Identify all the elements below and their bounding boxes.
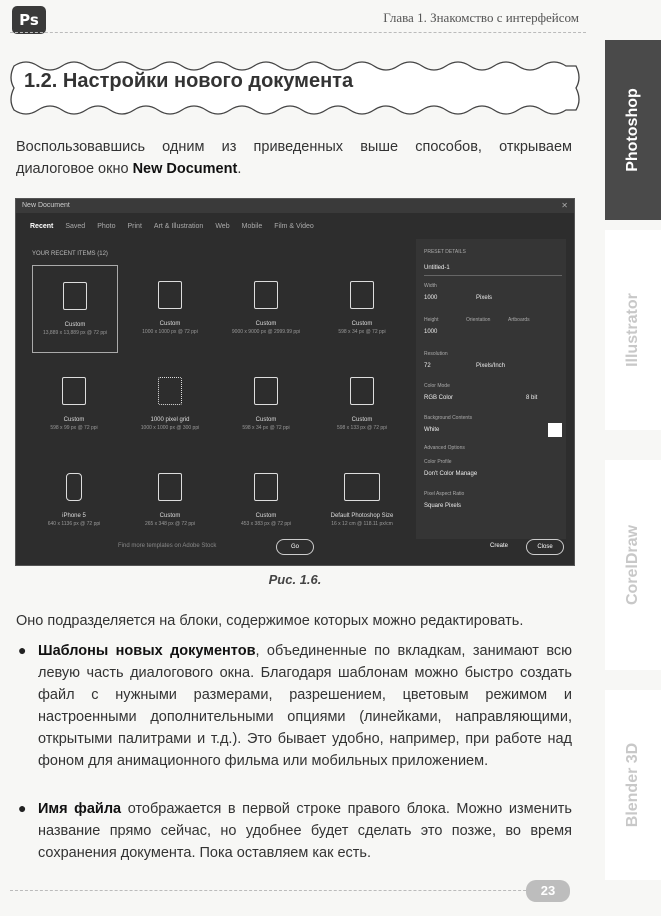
recent-item[interactable]: [32, 361, 116, 447]
item-name: Default Photoshop Size: [330, 513, 394, 519]
item-name: 1000 pixel grid: [150, 417, 190, 423]
item-name: Custom: [351, 321, 373, 327]
bullet-text: , объединенные по вкладкам, занимают всю левую часть диалогового окна. Благодаря шаблонам можно быстро создать файл с нужными размерами, разрешением, цветовым режимом и настроенными дополнительными опциями (линейками, направляющими, открытыми палитрами и т.д.). Это бывает удобно, например, при работе над фоном для анимационного фильма или мобильных приложением.: [38, 643, 572, 769]
document-icon: [158, 473, 182, 501]
tab-mobile[interactable]: Mobile: [241, 223, 263, 230]
width-input[interactable]: 1000: [424, 295, 438, 301]
recent-item[interactable]: [320, 361, 404, 447]
intro-text: Воспользовавшись одним из приведенных выше способов, открываем диалоговое окно: [16, 139, 572, 177]
intro-bold-term: New Document: [132, 161, 238, 177]
color-mode-select[interactable]: RGB Color: [424, 395, 454, 401]
document-icon: [350, 281, 374, 309]
resolution-unit-select[interactable]: Pixels/Inch: [476, 363, 506, 369]
tab-film-video[interactable]: Film & Video: [274, 223, 314, 230]
item-name: Custom: [64, 322, 86, 328]
tab-label: Illustrator: [624, 293, 641, 367]
item-name: iPhone 5: [62, 513, 86, 519]
orientation-label: Orientation: [466, 317, 491, 323]
item-name: Custom: [159, 513, 181, 519]
photoshop-logo: Ps: [12, 6, 46, 34]
resolution-label: Resolution: [424, 351, 448, 357]
background-color-swatch[interactable]: [548, 423, 562, 437]
width-label: Width: [424, 283, 437, 289]
page-number: 23: [526, 880, 570, 902]
go-button[interactable]: Go: [276, 539, 314, 555]
tab-blender[interactable]: [605, 690, 661, 880]
pixel-ratio-select[interactable]: Square Pixels: [424, 503, 462, 509]
recent-item[interactable]: [224, 265, 308, 351]
image-icon: [344, 473, 380, 501]
recent-item[interactable]: [128, 457, 212, 543]
item-meta: 598 x 133 px @ 72 ppi: [336, 425, 388, 431]
new-document-dialog-figure: [15, 198, 575, 566]
color-profile-label: Color Profile: [424, 459, 452, 465]
item-meta: 598 x 34 px @ 72 ppi: [242, 425, 290, 431]
resolution-input[interactable]: 72: [424, 363, 431, 369]
width-unit-select[interactable]: Pixels: [476, 295, 493, 301]
item-meta: 9000 x 9000 px @ 2999.99 ppi: [231, 329, 301, 335]
tab-illustrator[interactable]: [605, 230, 661, 430]
item-meta: 453 x 383 px @ 72 ppi: [240, 521, 292, 527]
footer-divider: [10, 890, 541, 891]
grid-icon: [158, 377, 182, 405]
chapter-title: Глава 1. Знакомство с интерфейсом: [383, 10, 579, 25]
name-underline: [424, 275, 562, 276]
item-meta: 1000 x 1000 px @ 72 ppi: [142, 329, 198, 335]
document-icon: [63, 282, 87, 310]
section-title: 1.2. Настройки нового документа: [24, 70, 354, 92]
paragraph-blocks: Оно подразделяется на блоки, содержимое которых можно редактировать.: [16, 613, 524, 629]
tab-label: CorelDraw: [624, 524, 641, 606]
item-meta: 640 x 1136 px @ 72 ppi: [47, 521, 101, 527]
recent-item[interactable]: [224, 361, 308, 447]
tab-saved[interactable]: Saved: [65, 223, 86, 230]
item-meta: 598 x 34 px @ 72 ppi: [338, 329, 386, 335]
bullet-dot: ●: [18, 800, 27, 816]
tab-photo[interactable]: Photo: [97, 223, 116, 230]
bullet-filename: [38, 798, 572, 864]
figure-caption: Рис. 1.6.: [268, 572, 322, 587]
item-name: Custom: [159, 321, 181, 327]
bullet-text: отображается в первой строке правого блока. Можно изменить название прямо сейчас, но удобнее будет сделать это позже, во время сохранения документа. Пока оставляем как есть.: [38, 801, 572, 861]
close-icon[interactable]: ✕: [561, 201, 568, 210]
recent-item[interactable]: [320, 457, 404, 543]
height-label: Height: [424, 317, 439, 323]
tab-coreldraw[interactable]: [605, 460, 661, 670]
document-icon: [254, 377, 278, 405]
tab-label: Photoshop: [624, 88, 641, 172]
document-icon: [254, 281, 278, 309]
document-icon: [62, 377, 86, 405]
height-input[interactable]: 1000: [424, 329, 438, 335]
header-divider: [10, 32, 586, 33]
stock-search-input[interactable]: Find more templates on Adobe Stock: [118, 543, 217, 549]
document-icon: [254, 473, 278, 501]
close-button[interactable]: Close: [526, 539, 564, 555]
bit-depth-select[interactable]: 8 bit: [526, 395, 538, 401]
item-meta: 265 x 348 px @ 72 ppi: [144, 521, 196, 527]
recent-items-label: YOUR RECENT ITEMS (12): [32, 251, 108, 257]
create-button[interactable]: Create: [489, 543, 508, 549]
item-meta: 1000 x 1000 px @ 300 ppi: [140, 425, 200, 431]
color-profile-select[interactable]: Don't Color Manage: [424, 471, 478, 477]
section-title-box: [6, 56, 584, 120]
dialog-titlebar: New Document: [16, 199, 574, 213]
document-icon: [350, 377, 374, 405]
background-select[interactable]: White: [424, 427, 440, 433]
advanced-options-toggle[interactable]: Advanced Options: [424, 445, 465, 451]
bullet-dot: ●: [18, 642, 27, 658]
document-icon: [158, 281, 182, 309]
item-name: Custom: [63, 417, 85, 423]
bullet-term: Шаблоны новых документов: [38, 643, 256, 659]
color-mode-label: Color Mode: [424, 383, 450, 389]
side-tabs: [601, 40, 661, 880]
item-name: Custom: [255, 513, 277, 519]
item-meta: 16 x 12 cm @ 118.11 px/cm: [331, 521, 393, 527]
recent-item[interactable]: [128, 361, 212, 447]
preset-details-panel: [416, 239, 566, 539]
recent-item[interactable]: [32, 265, 118, 353]
intro-text-end: .: [237, 161, 242, 177]
item-meta: 13,889 x 13,889 px @ 72 ppi: [42, 330, 107, 336]
intro-paragraph: [16, 136, 572, 180]
document-name-field[interactable]: Untitled-1: [424, 265, 450, 271]
artboards-label: Artboards: [508, 317, 530, 323]
item-name: Custom: [255, 417, 277, 423]
tab-art-illustration[interactable]: Art & Illustration: [153, 223, 204, 230]
phone-icon: [66, 473, 82, 501]
bullet-templates: [38, 640, 572, 772]
tab-photoshop[interactable]: [605, 40, 661, 220]
item-name: Custom: [351, 417, 373, 423]
recent-item[interactable]: [128, 265, 212, 351]
tab-recent[interactable]: Recent: [30, 223, 54, 230]
background-label: Background Contents: [424, 415, 473, 421]
recent-item[interactable]: [224, 457, 308, 543]
tab-print[interactable]: Print: [127, 223, 142, 230]
recent-item[interactable]: [320, 265, 404, 351]
pixel-ratio-label: Pixel Aspect Ratio: [424, 491, 465, 497]
tab-web[interactable]: Web: [215, 223, 230, 230]
item-name: Custom: [255, 321, 277, 327]
recent-item[interactable]: [32, 457, 116, 543]
item-meta: 598 x 99 px @ 72 ppi: [50, 425, 98, 431]
tab-label: Blender 3D: [624, 742, 641, 828]
bullet-term: Имя файла: [38, 801, 122, 817]
dialog-tabs: [30, 223, 314, 230]
preset-heading: PRESET DETAILS: [424, 249, 466, 255]
